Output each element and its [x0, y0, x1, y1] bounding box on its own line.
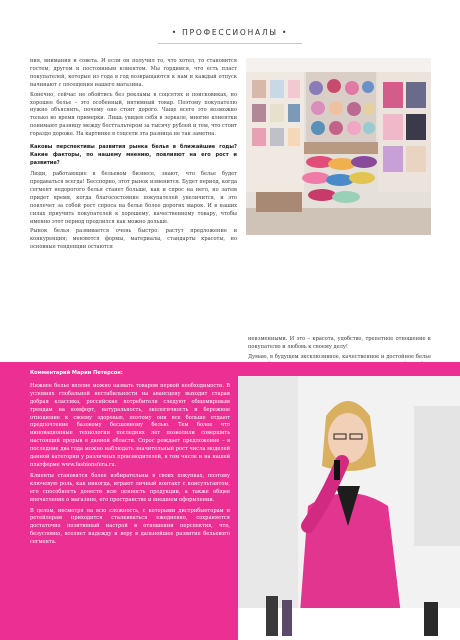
paragraph: неизменными. И это – красота, удобство, трепетное отношение к покупателю и любовь к своему делу! — [248, 336, 431, 350]
paragraph: Нижнее белье вполне можно назвать товаром первой необходимости. В условиях глобальной нестабильности на авансцену выходит старая добрая классика, российские потребители следуют общемировым трендам на комфорт, натуральность, экологичность и бережное отношение к своему здоровью, поэтому они все больше отдают предпочтение базовому бесшовному белью. Тем более что инновационные технологии последних лет позволили совершить настоящий прорыв в данной области. Спрос рождает предложение – в последние два года можно наблюдать значительный рост числа моделей данной категории у различных производителей, в том числе и на нашей платформе www.fashionsfera.ru. — [30, 382, 230, 468]
section-title: • ПРОФЕССИОНАЛЫ • — [171, 28, 289, 37]
lingerie-store-illustration — [246, 58, 431, 235]
paragraph: ния, внимания и совета. И если он получил то, что хотел, то становится гостем, другом и постоянным клиентом. Мы гордимся, что есть пласт покупателей, которые из года в год возвращаются к нам и каждый отпуск начинают с посещения нашего магазина. — [30, 58, 237, 88]
speaker-photo — [238, 376, 460, 640]
left-column — [30, 58, 237, 254]
paragraph: Клиенты становятся более избирательны в своих покупках, поэтому ключевую роль, как никогда, играют личный контакт с консультантом, его способность донести всю ценность продукции, а также общее впечатление о магазине, его пространстве и внешнем оформлении. — [30, 472, 230, 503]
question: Каковы перспективы развития рынка белья в ближайшие годы? Какие факторы, по нашему мнению, повлияют на его рост и развитие? — [30, 144, 237, 167]
paragraph: В целом, несмотря на всю сложность, с которыми дистрибьюторам и ретейлерам приходится сталкиваться ежедневно, сохраняется достаточно позитивный настрой в отношении перспектив, что, безусловно, вселяет надежду и веру в дальнейшее развитие бельевого сегмента. — [30, 507, 230, 546]
paragraph: Думаю, в будущем эксклюзивное, качественное и достойное белье — [248, 353, 431, 360]
speaker-illustration — [238, 376, 460, 640]
paragraph: Люди, работающие в бельевом бизнесе, знают, что белье будет продаваться всегда! Бесспорно, этот рынок изменится. Будет период, когда сегмент недорогого белья станет больше, как и спрос на него, но затем придет время, когда благосостояние покупателей увеличится, и это повлечет за собой рост спроса на белье более дорогих марок. И в наших силах приучить покупателей к хорошему, качественному товару, чтобы именно этот период продлился как можно дольше. — [30, 171, 237, 225]
store-photo — [246, 58, 431, 235]
comment-text — [30, 370, 230, 550]
paragraph: Конечно, сейчас не обойтись без рекламы в соцсетях и поисковиках, но хорошее белье – это особенный, интимный товар. Поэтому покупателю нужно объяснить, почему оно стоит дорого. Чаще всего это возможно только во время примерки. Лишь увидев себя в зеркале, многие клиентки понимают разницу между босттальтером за тысячу рублей и тем, что стоит гораздо дороже. На картинке в соцсети эта разница не так заметна. — [30, 91, 237, 138]
header-divider — [158, 43, 302, 44]
comment-title: Комментарий Марии Петерсон: — [30, 370, 123, 376]
page-header — [0, 0, 460, 50]
paragraph: Рынок белья развивается очень быстро: растут предложение и конкуренция; меняются формы, материалы, стандарты красоты, но основные тенденции остаются — [30, 228, 237, 251]
